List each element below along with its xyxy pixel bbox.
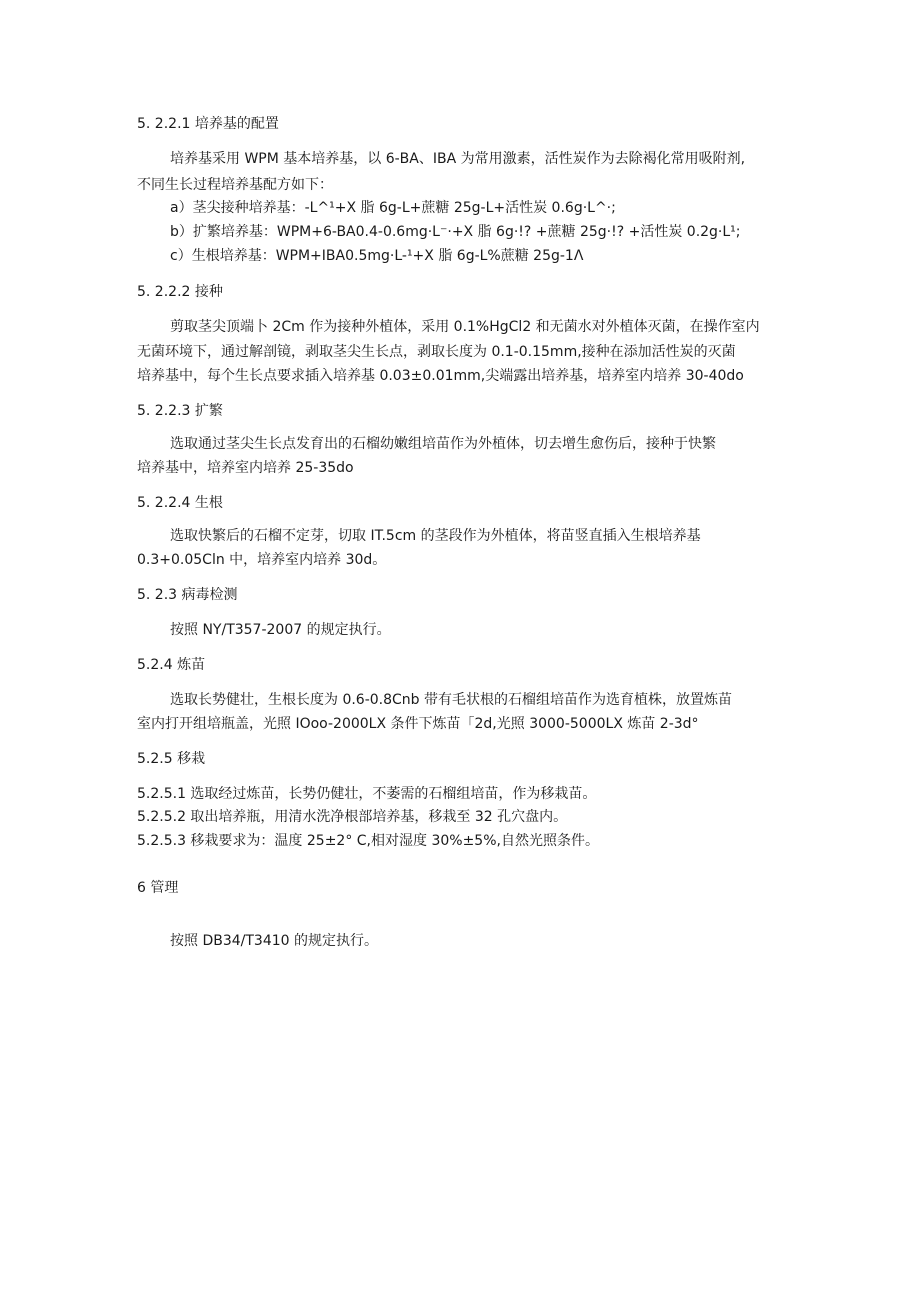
paragraph-line: 不同生长过程培养基配方如下：: [137, 177, 333, 193]
list-item-a: a）茎尖接种培养基：-L^¹+X 脂 6g-L+蔗糖 25g-L+活性炭 0.6g·L^·;: [170, 200, 616, 216]
paragraph-line: 0.3+0.05Cln 中，培养室内培养 30d。: [137, 552, 387, 568]
heading-525: 5.2.5 移栽: [137, 751, 206, 767]
paragraph-line: 按照 NY/T357-2007 的规定执行。: [170, 622, 391, 638]
heading-5223: 5. 2.2.3 扩繁: [137, 403, 223, 419]
heading-6: 6 管理: [137, 880, 179, 896]
paragraph-line: 室内打开组培瓶盖，光照 IOoo-2000LX 条件下炼苗「2d,光照 3000-5000LX 炼苗 2-3d°: [137, 716, 699, 732]
paragraph-line: 培养基中，每个生长点要求插入培养基 0.03±0.01mm,尖端露出培养基，培养室内培养 30-40do: [137, 368, 744, 384]
paragraph-line: 剪取茎尖顶端卜 2Cm 作为接种外植体，采用 0.1%HgCl2 和无菌水对外植体灭菌，在操作室内: [170, 319, 760, 335]
list-item-b: b）扩繁培养基：WPM+6-BA0.4-0.6mg·L⁻·+X 脂 6g·!? +蔗糖 25g·!? +活性炭 0.2g·L¹;: [170, 224, 741, 240]
heading-524: 5.2.4 炼苗: [137, 657, 206, 673]
paragraph-line: 培养基采用 WPM 基本培养基，以 6-BA、IBA 为常用激素，活性炭作为去除褐化常用吸附剂,: [170, 151, 746, 167]
heading-523: 5. 2.3 病毒检测: [137, 587, 238, 603]
heading-5224: 5. 2.2.4 生根: [137, 495, 223, 511]
subclause-5253: 5.2.5.3 移栽要求为：温度 25±2° C,相对湿度 30%±5%,自然光照条件。: [137, 833, 599, 849]
paragraph-line: 无菌环境下，通过解剖镜，剥取茎尖生长点，剥取长度为 0.1-0.15mm,接种在添加活性炭的灭菌: [137, 344, 736, 360]
paragraph-line: 选取快繁后的石榴不定芽，切取 IT.5cm 的茎段作为外植体，将苗竖直插入生根培养基: [170, 528, 701, 544]
subclause-5251: 5.2.5.1 选取经过炼苗，长势仍健壮，不萎需的石榴组培苗，作为移栽苗。: [137, 786, 597, 802]
paragraph-line: 培养基中，培养室内培养 25-35do: [137, 460, 354, 476]
heading-5222: 5. 2.2.2 接种: [137, 284, 223, 300]
paragraph-line: 按照 DB34/T3410 的规定执行。: [170, 933, 378, 949]
heading-5221: 5. 2.2.1 培养基的配置: [137, 116, 279, 132]
list-item-c: c）生根培养基：WPM+IBA0.5mg·L-¹+X 脂 6g-L%蔗糖 25g-1Λ: [170, 248, 584, 264]
paragraph-line: 选取长势健壮，生根长度为 0.6-0.8Cnb 带有毛状根的石榴组培苗作为选育植株，放置炼苗: [170, 692, 733, 708]
paragraph-line: 选取通过茎尖生长点发育出的石榴幼嫩组培苗作为外植体，切去增生愈伤后，接种于快繁: [170, 436, 716, 452]
subclause-5252: 5.2.5.2 取出培养瓶，用清水洗净根部培养基，移栽至 32 孔穴盘内。: [137, 809, 568, 825]
